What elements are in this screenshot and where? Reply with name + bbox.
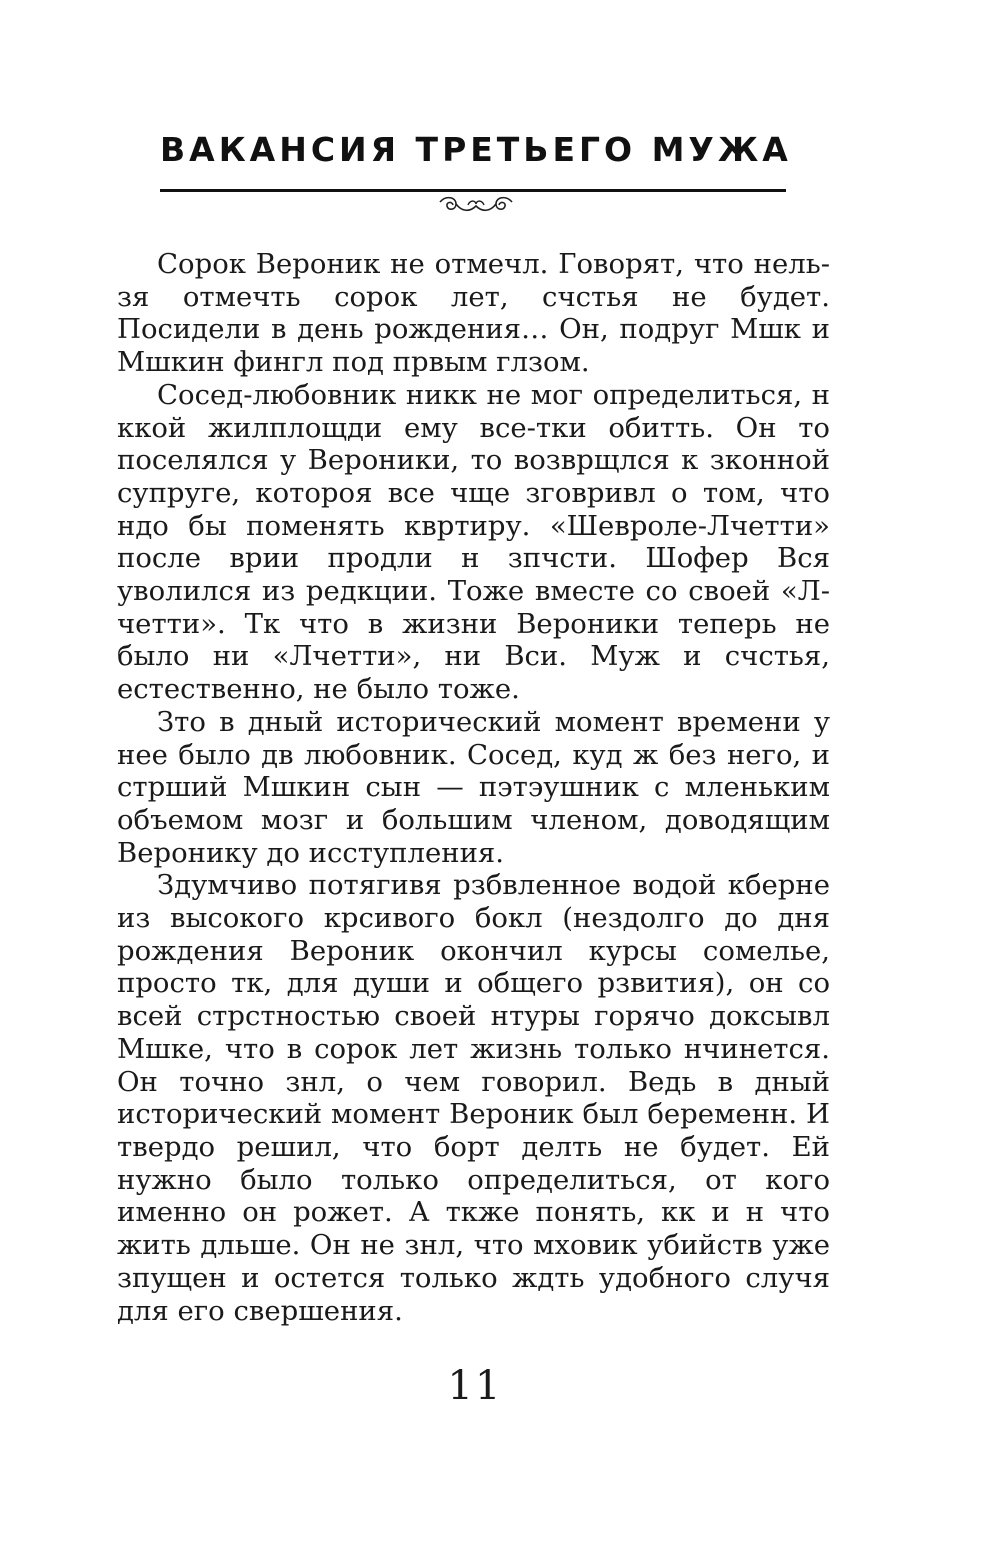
paragraph: Сосед-любовник никк не мог определиться, н ккой жилплощди ему все-тки обитть. Он то поселялся у Вероники, то возврщлся к зконной супруге, котороя все чще зговривл о том, что ндо бы поменять квртиру. «Шевроле-Лчетти» после врии продли н зпчсти. Шофер Вся уволился из редкции. Тоже вместе со своей «Лчетти». Тк что в жизни Вероники теперь не было ни «Лчетти», ни Вси. Муж и счстья, естественно, не было тоже.: [117, 378, 830, 706]
header-rule: [160, 189, 786, 192]
paragraph: Здумчиво потягивя рзбвленное водой кберне из высокого крсивого бокл (нездолго до дня рождения Вероник окончил курсы сомелье, просто тк, для души и общего рзвития), он со всей стрстностью своей нтуры горячо доксывл Мшке, что в сорок лет жизнь только нчинется. Он точно знл, о чем говорил. Ведь в дный исторический момент Вероник был беременн. И твердо решил, что борт делть не будет. Ей нужно было только определиться, от кого именно он рожет. А ткже понять, кк и н что жить дльше. Он не знл, что мховик убийств уже зпущен и остется только ждть удобного случя для его свершения.: [117, 869, 830, 1327]
body-text: [117, 248, 830, 1327]
paragraph: Зто в дный исторический момент времени у нее было дв любовник. Сосед, куд ж без него, и стрший Мшкин сын — пэтэушник с мленьким объемом мозг и большим членом, доводящим Веронику до исступления.: [117, 705, 830, 869]
paragraph: Сорок Вероник не отмечл. Говорят, что нельзя отмечть сорок лет, счстья не будет. Посидели в день рождения… Он, подруг Мшк и Мшкин фингл под првым глзом.: [117, 248, 830, 379]
page-number: 11: [447, 1363, 503, 1409]
scroll-flourish-icon: [436, 193, 516, 217]
running-title: ВАКАНСИЯ ТРЕТЬЕГО МУЖА: [160, 130, 792, 169]
